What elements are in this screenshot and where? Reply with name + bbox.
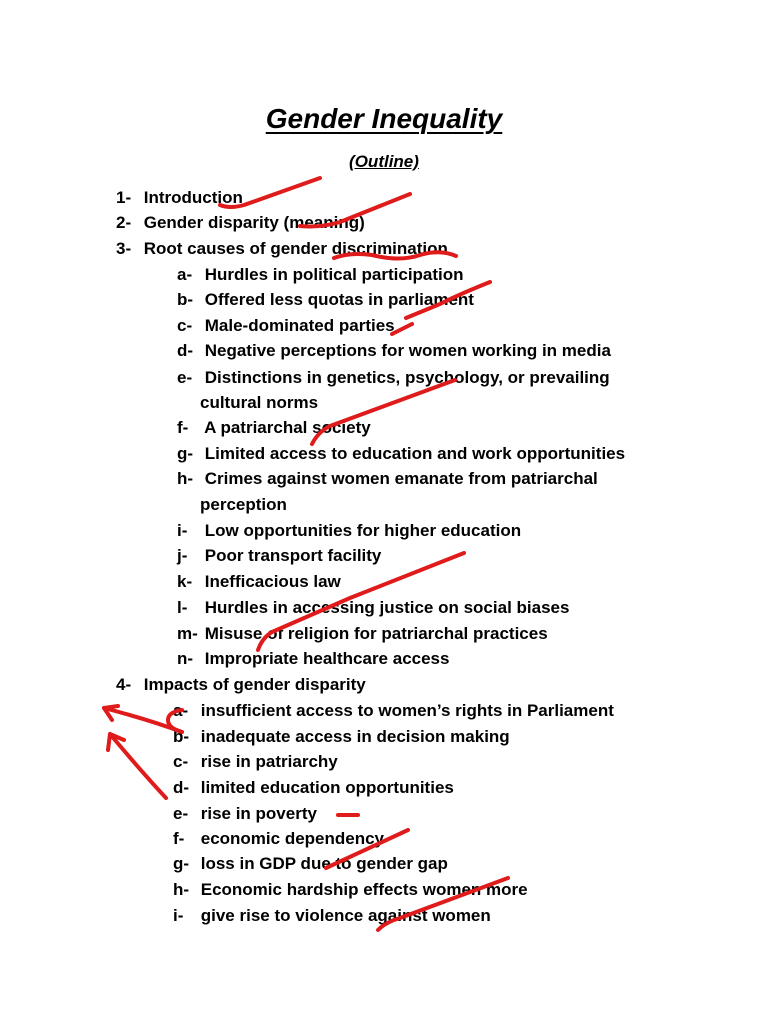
item-text: Crimes against women emanate from patriarchal	[204, 469, 598, 488]
item-text: loss in GDP due to gender gap	[200, 854, 448, 873]
item-letter: k-	[177, 572, 193, 591]
item-text: Low opportunities for higher education	[204, 521, 522, 540]
item-text: Economic hardship effects women more	[200, 880, 528, 899]
item-letter: e-	[177, 368, 193, 387]
impact-item	[173, 751, 338, 773]
section-number: 4-	[116, 675, 132, 694]
cause-item	[177, 264, 464, 286]
item-text: Offered less quotas in parliament	[204, 290, 474, 309]
section-item	[116, 674, 366, 696]
item-letter: l-	[177, 598, 188, 617]
item-text: rise in patriarchy	[200, 752, 338, 771]
item-letter: e-	[173, 804, 189, 823]
section-number: 1-	[116, 188, 132, 207]
impact-item	[173, 777, 454, 799]
cause-item	[177, 545, 381, 567]
section-number: 3-	[116, 239, 132, 258]
section-number: 2-	[116, 213, 132, 232]
item-letter: g-	[173, 854, 190, 873]
arrow-shaft-upper	[104, 708, 182, 732]
item-letter: f-	[177, 418, 189, 437]
item-letter: h-	[173, 880, 190, 899]
cause-item	[177, 468, 598, 490]
item-letter: d-	[177, 341, 194, 360]
item-text: Negative perceptions for women working in media	[204, 341, 611, 360]
section-item	[116, 238, 448, 260]
item-text: Male-dominated parties	[204, 316, 395, 335]
item-letter: c-	[177, 316, 193, 335]
item-letter: a-	[177, 265, 193, 284]
item-letter: a-	[173, 701, 189, 720]
section-text: Root causes of gender discrimination	[143, 239, 448, 258]
item-text: Hurdles in political participation	[204, 265, 464, 284]
impact-item	[173, 905, 491, 927]
cause-item	[177, 648, 449, 670]
item-text: economic dependency	[200, 829, 385, 848]
item-letter: c-	[173, 752, 189, 771]
item-text: Hurdles in accessing justice on social biases	[204, 598, 570, 617]
item-letter: f-	[173, 829, 185, 848]
item-text: Inefficacious law	[204, 572, 341, 591]
cause-item-continuation: cultural norms	[200, 393, 319, 412]
cause-item	[177, 571, 341, 593]
item-letter: i-	[177, 521, 188, 540]
impact-item	[173, 879, 528, 901]
item-text: Distinctions in genetics, psychology, or prevailing	[204, 368, 610, 387]
item-text: limited education opportunities	[200, 778, 454, 797]
section-text: Introduction	[143, 188, 243, 207]
cause-item	[177, 417, 371, 439]
cause-item-continuation: perception	[200, 495, 287, 514]
section-text: Impacts of gender disparity	[143, 675, 366, 694]
page-title: Gender Inequality	[265, 103, 503, 134]
item-text: Limited access to education and work opportunities	[204, 444, 626, 463]
item-text: inadequate access in decision making	[200, 727, 510, 746]
section-item	[116, 187, 243, 209]
item-letter: b-	[173, 727, 190, 746]
item-letter: j-	[177, 546, 188, 565]
cause-item	[177, 443, 625, 465]
impact-item	[173, 853, 448, 875]
item-letter: i-	[173, 906, 184, 925]
impact-item	[173, 803, 317, 825]
arrow-head-upper	[104, 706, 118, 720]
item-letter: b-	[177, 290, 194, 309]
impact-item	[173, 726, 510, 748]
cause-item	[177, 597, 569, 619]
page-subtitle: (Outline)	[349, 152, 419, 171]
item-text: Poor transport facility	[204, 546, 382, 565]
arrow-shaft-lower	[110, 734, 166, 798]
item-text: A patriarchal society	[204, 418, 371, 437]
cause-item	[177, 289, 474, 311]
cause-item	[177, 623, 548, 645]
impact-item	[173, 700, 614, 722]
item-letter: m-	[177, 624, 198, 643]
section-item	[116, 212, 365, 234]
arrow-head-lower	[108, 734, 124, 750]
cause-item	[177, 315, 395, 337]
item-text: insufficient access to women’s rights in Parliament	[200, 701, 614, 720]
item-text: Impropriate healthcare access	[204, 649, 450, 668]
cause-item	[177, 520, 521, 542]
item-text: rise in poverty	[200, 804, 317, 823]
item-letter: g-	[177, 444, 194, 463]
item-letter: d-	[173, 778, 190, 797]
section-text: Gender disparity (meaning)	[143, 213, 365, 232]
item-letter: n-	[177, 649, 194, 668]
impact-item	[173, 828, 384, 850]
item-text: give rise to violence against women	[200, 906, 491, 925]
cause-item	[177, 367, 610, 389]
cause-item	[177, 340, 611, 362]
tick-mark-parties	[392, 324, 412, 334]
item-letter: h-	[177, 469, 194, 488]
item-text: Misuse of religion for patriarchal practices	[204, 624, 548, 643]
